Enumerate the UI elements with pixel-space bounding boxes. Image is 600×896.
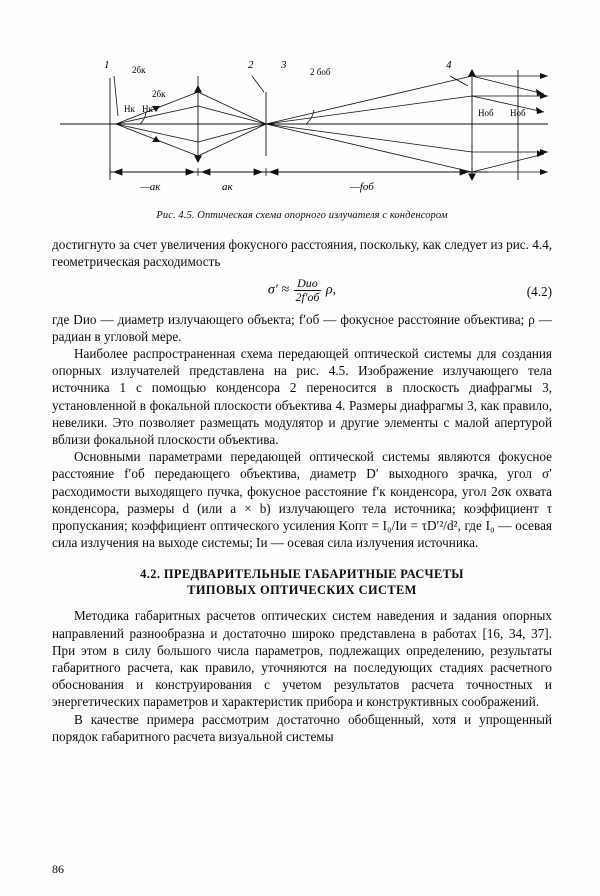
- paragraph-6: В качестве примера рассмотрим достаточно обобщенный, хотя и упрощенный порядок габаритного расчета визуальной системы: [52, 711, 552, 744]
- paragraph-5: Методика габаритных расчетов оптических систем наведения и задания опорных направлений разнообразна и достаточно широко представлена в работах [16, 34, 37]. При этом в силу большого числа параметров, подлежащих определению, результаты габаритного расчета, как правило, уточняются на последующих стадиях расчетного обоснования и конструирования с учетом результатов расчета точностных и энергетических параметров и характеристик прибора и конструктивных соображений.: [52, 608, 552, 710]
- formula-lhs: σ′ ≈: [267, 282, 290, 298]
- page-number: 86: [52, 862, 64, 876]
- figure-label-2: 2: [248, 59, 254, 71]
- optical-scheme-figure: [48, 40, 556, 208]
- paragraph-3: Наиболее распространенная схема передающей оптической системы для создания опорных излучателей представлена на рис. 4.5. Изображение излучающего тела источника 1 с помощью конденсора 2 переносится в плоскость диафрагмы 3, установленной в фокальной плоскости объектива 4. Размеры диафрагмы 3, как правило, невелики. Это позволяет размещать модулятор и другие элементы с малой апертурой вблизи фокальной плоскости объектива.: [52, 346, 552, 448]
- figure-label-H-ob-prime: Hоб: [510, 108, 526, 118]
- paragraph-4: Основными параметрами передающей оптической системы являются фокусное расстояние f′об передающего объектива, диаметр D′ выходного зрачка, угол σ′ расходимости выходящего пучка, фокусное расстояние f′к конденсора, угол 2σк охвата конденсора, размеры d (или a × b) излучающего тела источника; коэффициент τ пропускания; коэффициент оптического усиления Kопт = I₀/Iи = τD′²/d², где I₀ — осевая сила излучения на выходе системы; Iи — осевая сила излучения источника.: [52, 449, 552, 551]
- section-heading: [52, 566, 552, 598]
- formula-number: (4.2): [526, 284, 552, 300]
- figure-label-minus-a-k: —aк: [140, 181, 161, 193]
- figure-label-two-sigma-k: 2бк: [132, 65, 146, 75]
- figure-label-H-k-prime: Hк: [142, 104, 153, 114]
- figure-label-sigma-k-small: 2бк: [152, 89, 166, 99]
- figure-svg: [48, 40, 556, 208]
- figure-label-H-k: Hк: [124, 104, 135, 114]
- section-heading-line2: ТИПОВЫХ ОПТИЧЕСКИХ СИСТЕМ: [187, 583, 417, 598]
- formula-fraction: [294, 277, 322, 303]
- formula-denominator: 2f′об: [295, 290, 320, 304]
- figure-label-H-ob: Hоб: [478, 108, 494, 118]
- section-heading-line1: 4.2. ПРЕДВАРИТЕЛЬНЫЕ ГАБАРИТНЫЕ РАСЧЕТЫ: [140, 567, 464, 582]
- paragraph-1: достигнуто за счет увеличения фокусного расстояния, поскольку, как следует из рис. 4.4, геометрическая расходимость: [52, 237, 552, 270]
- figure-label-minus-f-ob: —fоб: [350, 181, 374, 193]
- formula-rhs: ρ,: [325, 282, 337, 298]
- formula-4-2: [52, 277, 552, 303]
- figure-caption: Рис. 4.5. Оптическая схема опорного излучателя с конденсором: [156, 210, 448, 221]
- formula-numerator: Dио: [297, 276, 318, 291]
- figure-label-3: 3: [281, 59, 287, 71]
- figure-label-4: 4: [446, 59, 452, 71]
- figure-label-a-k-prime: aк: [222, 181, 233, 193]
- figure-label-two-sigma-ob: 2 боб: [310, 67, 331, 77]
- body-text: [52, 236, 552, 745]
- paragraph-2: где Dио — диаметр излучающего объекта; f′об — фокусное расстояние объектива; ρ — радиан в угловой мере.: [52, 311, 552, 344]
- figure-label-1: 1: [104, 59, 110, 71]
